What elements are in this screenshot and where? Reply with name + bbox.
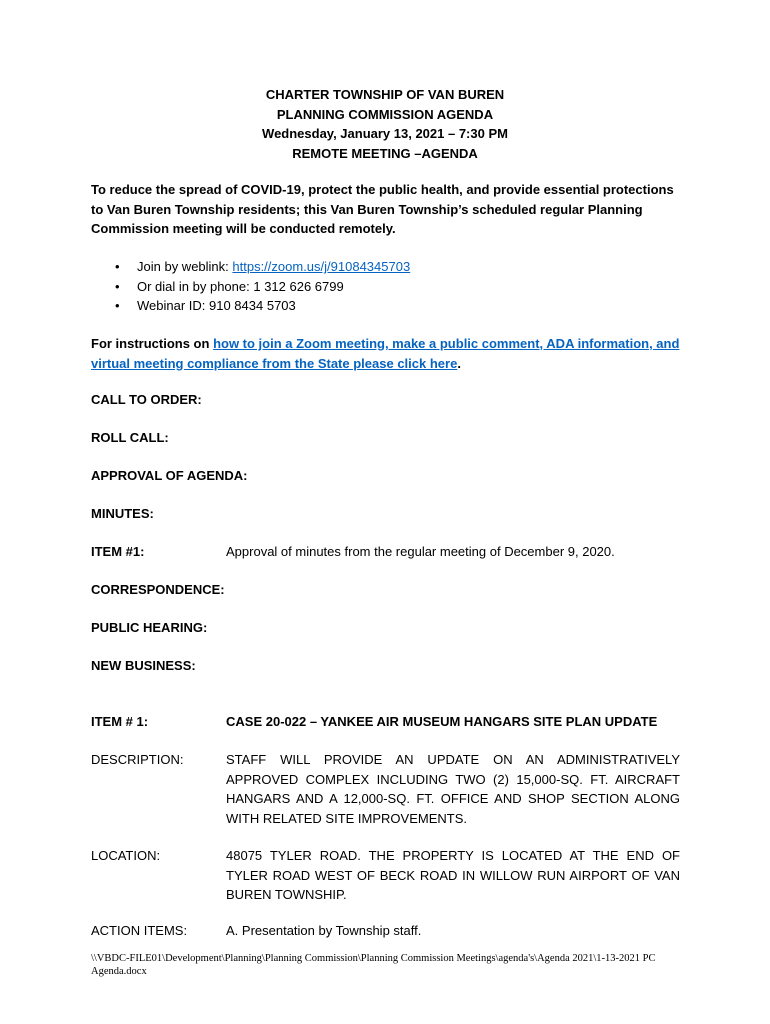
list-item (91, 296, 410, 316)
weblink-label: Join by weblink: (137, 259, 233, 274)
intro-paragraph: To reduce the spread of COVID-19, protect the public health, and provide essential protections to Van Buren Township residents; this Van Buren Township’s scheduled regular Planning Commission meeting will be conducted remotely. (91, 182, 674, 236)
new-business-heading: NEW BUSINESS: (91, 658, 196, 673)
minutes-item-label: ITEM #1: (91, 544, 145, 559)
instructions-link[interactable]: how to join a Zoom meeting, make a public comment, ADA information, and virtual meeting compliance from the State please click here (91, 336, 680, 371)
location-text: 48075 TYLER ROAD. THE PROPERTY IS LOCATED AT THE END OF TYLER ROAD WEST OF BECK ROAD IN WILLOW RUN AIRPORT OF VAN BUREN TOWNSHIP. (226, 848, 680, 902)
approval-of-agenda-heading: APPROVAL OF AGENDA: (91, 468, 248, 483)
instructions-suffix: . (457, 355, 461, 371)
meeting-date: Wednesday, January 13, 2021 – 7:30 PM (262, 126, 508, 141)
minutes-heading: MINUTES: (91, 506, 154, 521)
webinar-id: Webinar ID: 910 8434 5703 (137, 298, 296, 313)
action-items-text: A. Presentation by Township staff. (226, 923, 422, 938)
file-path-footer: \\VBDC-FILE01\Development\Planning\Planning Commission\Planning Commission Meetings\agenda's\Agenda 2021\1-13-2021 PC Agenda.docx (91, 953, 656, 977)
bullet-icon: • (115, 259, 120, 274)
call-to-order-heading: CALL TO ORDER: (91, 392, 202, 407)
agenda-header (0, 85, 770, 163)
instructions-paragraph (91, 334, 691, 373)
location-label: LOCATION: (91, 848, 161, 863)
bullet-icon: • (115, 278, 120, 294)
public-hearing-heading: PUBLIC HEARING: (91, 620, 208, 635)
case-title: CASE 20-022 – YANKEE AIR MUSEUM HANGARS SITE PLAN UPDATE (226, 714, 658, 729)
instructions-prefix: For instructions on (91, 336, 214, 351)
description-label: DESCRIPTION: (91, 752, 184, 767)
description-text: STAFF WILL PROVIDE AN UPDATE ON AN ADMINISTRATIVELY APPROVED COMPLEX INCLUDING TWO (2) 15,000-SQ. FT. AIRCRAFT HANGARS AND A 12,000-SQ. FT. OFFICE AND SHOP SECTION ALONG WITH RELATED SITE IMPROVEMENTS. (226, 752, 680, 826)
correspondence-heading: CORRESPONDENCE: (91, 582, 225, 597)
new-business-item-label: ITEM # 1: (91, 714, 149, 729)
dial-in-phone: Or dial in by phone: 1 312 626 6799 (137, 278, 344, 294)
list-item (91, 277, 410, 297)
zoom-weblink[interactable]: https://zoom.us/j/91084345703 (232, 259, 411, 274)
list-item (91, 257, 410, 277)
meeting-access-list (91, 257, 410, 316)
township-title: CHARTER TOWNSHIP OF VAN BUREN (265, 87, 505, 102)
meeting-type: REMOTE MEETING –AGENDA (292, 145, 478, 161)
minutes-item-text: Approval of minutes from the regular meeting of December 9, 2020. (226, 544, 615, 559)
agenda-title: PLANNING COMMISSION AGENDA (276, 106, 494, 122)
action-items-label: ACTION ITEMS: (91, 923, 188, 938)
roll-call-heading: ROLL CALL: (91, 430, 169, 445)
bullet-icon: • (115, 298, 120, 313)
